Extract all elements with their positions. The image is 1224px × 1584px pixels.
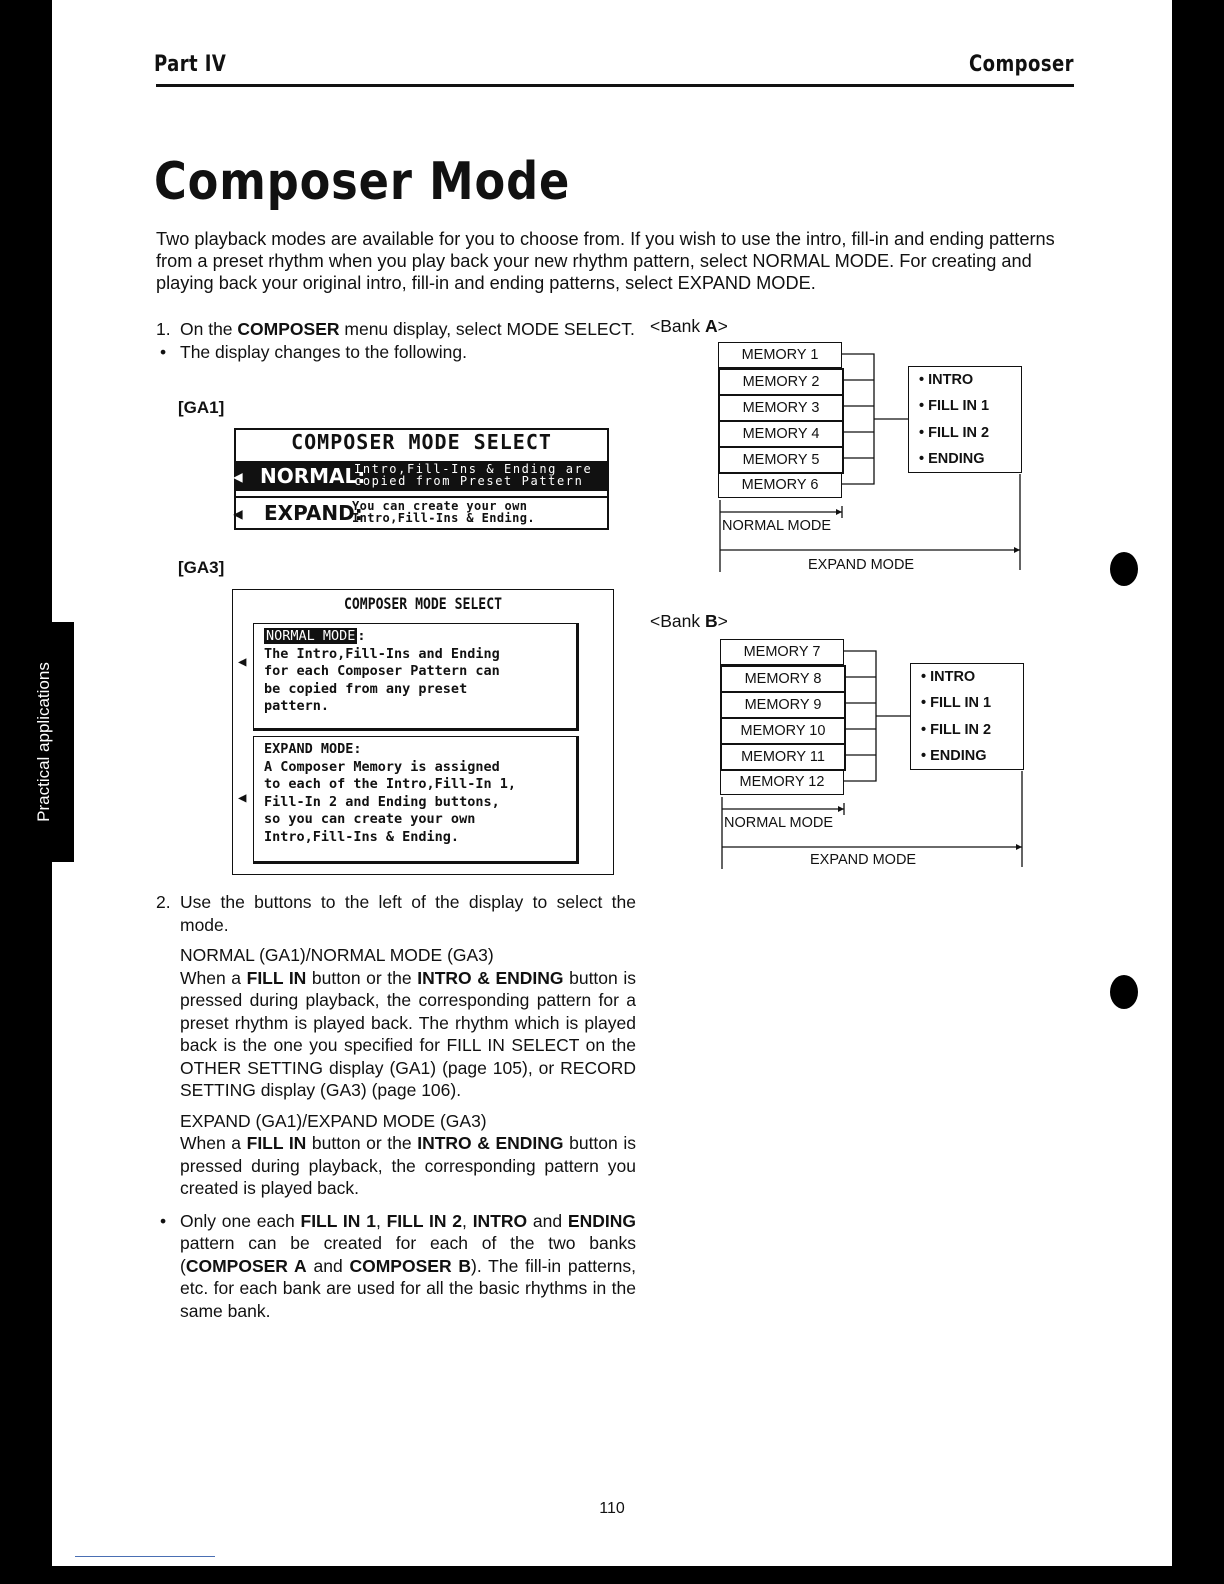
pattern-button-item: • ENDING: [921, 747, 987, 764]
side-tab: [14, 622, 74, 862]
ga3-expand-line: A Composer Memory is assigned: [264, 758, 500, 775]
memory-slot: MEMORY 2: [718, 368, 844, 396]
select-arrow-icon: ◀: [233, 467, 243, 486]
pattern-button-item: • FILL IN 2: [921, 721, 992, 738]
step-2-number: 2.: [156, 892, 171, 912]
expand-mode-label: EXPAND MODE: [808, 557, 915, 573]
normal-mode-heading: NORMAL (GA1)/NORMAL MODE (GA3): [180, 945, 494, 965]
header-section: Composer: [969, 52, 1074, 77]
memory-slot: MEMORY 4: [718, 420, 844, 448]
step-1-text: On the COMPOSER menu display, select MODE SELECT.: [180, 319, 635, 339]
step-2: [156, 891, 636, 1322]
ga1-expand-option: EXPAND:: [264, 501, 363, 525]
memory-slot: MEMORY 9: [720, 691, 846, 719]
step-1-number: 1.: [156, 319, 171, 339]
ga3-expand-line: Fill-In 2 and Ending buttons,: [264, 793, 500, 810]
ga1-normal-option: NORMAL:: [260, 464, 366, 488]
header-part: Part IV: [154, 52, 227, 77]
memory-slot: MEMORY 3: [718, 394, 844, 422]
memory-slot: MEMORY 8: [720, 665, 846, 693]
pattern-button-item: • INTRO: [921, 669, 976, 685]
pattern-button-item: • INTRO: [919, 372, 974, 388]
step-1-bullet: • The display changes to the following.: [156, 341, 636, 364]
ga3-label: [GA3]: [178, 558, 225, 577]
ga3-expand-box[interactable]: [253, 736, 579, 864]
expand-mode-text: When a FILL IN button or the INTRO & ENDING button is pressed during playback, the corresponding pattern you created is played back.: [180, 1133, 636, 1198]
bank-b-label: <Bank B>: [650, 611, 728, 631]
memory-slot: MEMORY 11: [720, 743, 846, 771]
ga1-normal-description: Intro,Fill-Ins & Ending are copied from Preset Pattern: [354, 462, 593, 488]
normal-mode-label: NORMAL MODE: [722, 518, 832, 534]
expand-mode-label: EXPAND MODE: [810, 852, 917, 868]
memory-slot: MEMORY 10: [720, 717, 846, 745]
memory-slot: MEMORY 1: [718, 342, 842, 368]
ga3-normal-line: pattern.: [264, 698, 330, 714]
pattern-button-item: • FILL IN 1: [921, 695, 992, 712]
memory-slot: MEMORY 6: [718, 472, 842, 498]
expand-mode-heading: EXPAND (GA1)/EXPAND MODE (GA3): [180, 1110, 487, 1131]
pattern-button-item: • FILL IN 1: [919, 398, 990, 415]
ga1-display-title: COMPOSER MODE SELECT: [291, 430, 552, 454]
select-arrow-icon: ◀: [233, 504, 243, 523]
ga1-expand-description: You can create your own Intro,Fill-Ins & Ending.: [352, 499, 535, 525]
bank-b-connector-lines: [720, 639, 1040, 879]
bank-a-label: <Bank A>: [650, 316, 728, 336]
ga1-label: [GA1]: [178, 398, 225, 417]
binder-hole: [1110, 975, 1138, 1009]
memory-slot: MEMORY 7: [720, 639, 844, 665]
bank-b-diagram: [720, 639, 1040, 879]
bank-a-connector-lines: [718, 342, 1038, 582]
header-rule: [156, 84, 1074, 87]
page-number: 110: [599, 1500, 625, 1517]
normal-mode-label: NORMAL MODE: [724, 815, 834, 831]
intro-paragraph: Two playback modes are available for you to choose from. If you wish to use the intro, fill-in and ending patterns from a preset rhythm when you play back your new rhythm pattern, select NORMAL MODE. For creating and playing back your original intro, fill-in and ending patterns, select EXPAND MODE.: [156, 229, 1055, 293]
memory-slot: MEMORY 12: [720, 769, 844, 795]
ga1-display: [234, 428, 609, 530]
select-arrow-icon: ◀: [238, 654, 247, 670]
ga3-expand-line: to each of the Intro,Fill-In 1,: [264, 776, 516, 792]
banks-bullet: • Only one each FILL IN 1, FILL IN 2, INTRO and ENDING pattern can be created for each of the two banks (COMPOSER A and COMPOSER B). The fill-in patterns, etc. for each bank are used for all the basic rhythms in the same bank.: [156, 1210, 636, 1323]
ga3-normal-line: for each Composer Pattern can: [264, 663, 500, 679]
ga3-expand-line: so you can create your own: [264, 811, 476, 827]
normal-mode-text: When a FILL IN button or the INTRO & ENDING button is pressed during playback, the corresponding pattern for a preset rhythm is played back. The rhythm which is played back is the one you specified for FILL IN SELECT on the OTHER SETTING display (GA1) (page 105), or RECORD SETTING display (GA3) (page 106).: [180, 967, 636, 1100]
select-arrow-icon: ◀: [238, 790, 247, 806]
binder-hole: [1110, 552, 1138, 586]
ga3-normal-line: be copied from any preset: [264, 680, 468, 697]
pattern-button-item: • FILL IN 2: [919, 424, 990, 441]
ga1-normal-row[interactable]: [233, 461, 607, 491]
ga3-expand-line: Intro,Fill-Ins & Ending.: [264, 828, 460, 845]
step-1: [156, 318, 636, 363]
memory-slot: MEMORY 5: [718, 446, 844, 474]
ga3-expand-heading: EXPAND MODE:: [264, 741, 362, 757]
side-tab-label: Practical applications: [34, 662, 53, 822]
step-2-text: Use the buttons to the left of the display to select the mode.: [180, 892, 636, 935]
scan-line: [75, 1556, 215, 1557]
ga3-display-title: COMPOSER MODE SELECT: [344, 594, 502, 613]
pattern-button-item: • ENDING: [919, 450, 985, 467]
ga3-display: [232, 589, 614, 875]
ga1-expand-row[interactable]: [233, 496, 607, 528]
manual-page: [52, 0, 1172, 1566]
ga3-normal-box[interactable]: NORMAL MODE : The Intro,Fill-Ins and Ending for each Composer Pattern can be copied from any preset pattern.: [253, 623, 579, 731]
page-title: Composer Mode: [154, 152, 571, 212]
ga3-normal-heading: NORMAL MODE: [266, 628, 356, 644]
ga3-normal-line: The Intro,Fill-Ins and Ending: [264, 645, 500, 662]
bank-a-diagram: [718, 342, 1038, 582]
